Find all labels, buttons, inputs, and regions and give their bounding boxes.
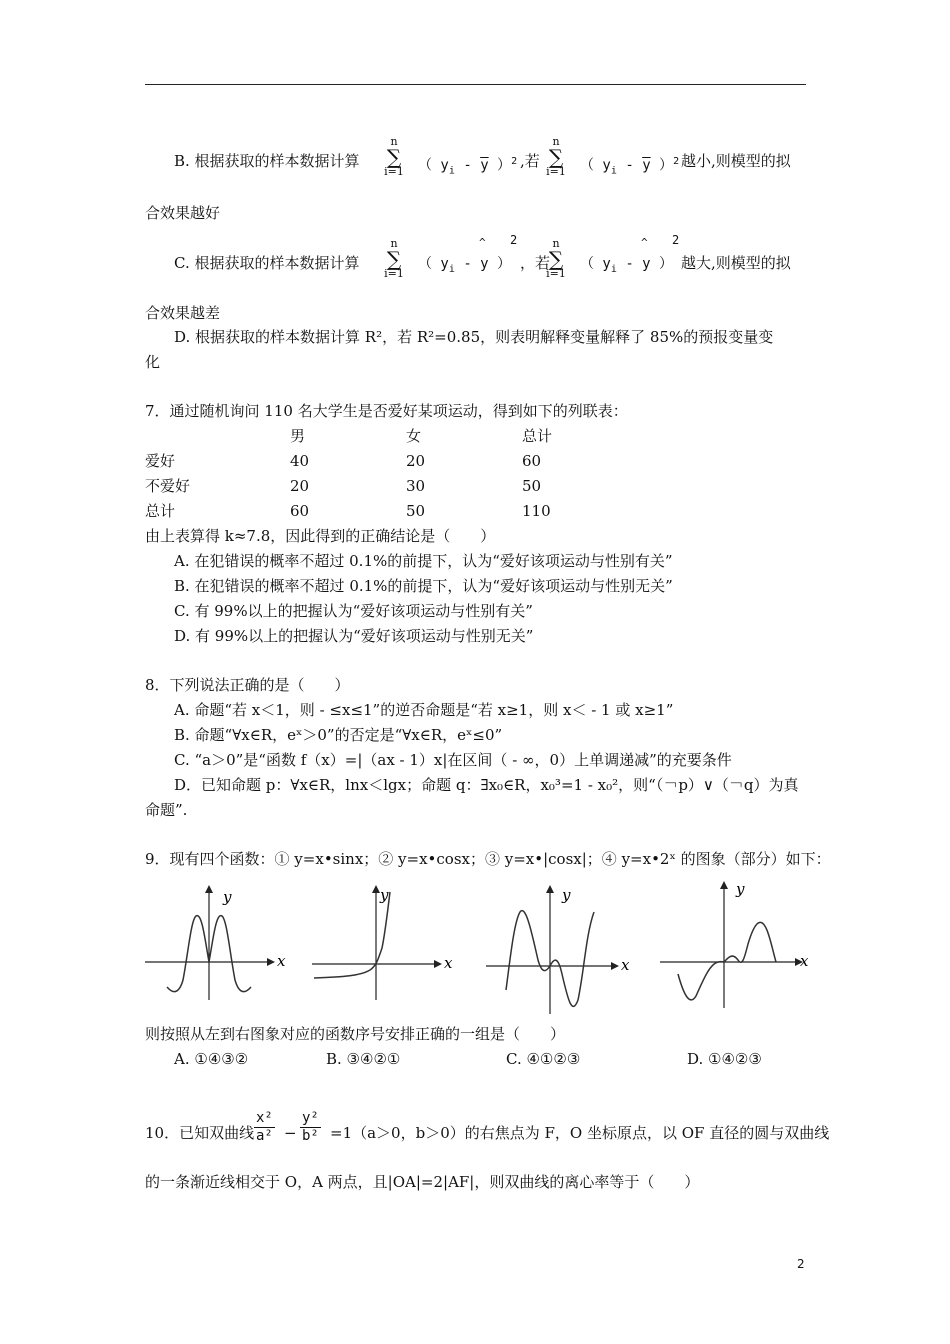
function-graph-2 xyxy=(312,882,457,1002)
q7-option-d: D. 有 99%以上的把握认为“爱好该项运动与性别无关” xyxy=(174,627,534,645)
q6-option-b-suffix: 越小,则模型的拟 xyxy=(681,152,791,170)
y-axis-label: y xyxy=(380,886,389,904)
q8-option-b: B. 命题“∀x∈R，eˣ＞0”的否定是“∀x∈R，eˣ≤0” xyxy=(174,726,503,744)
function-graph-1 xyxy=(145,882,290,1002)
q6-b-term1: （ $y_i - \overline{y}$ ）$^2$ xyxy=(418,156,518,177)
hat-mark: ^ xyxy=(479,236,486,249)
q6-option-d-line2: 化 xyxy=(145,353,161,371)
q9-option-b: B. ③④②① xyxy=(326,1050,401,1068)
summation-symbol: n ∑ i=1 xyxy=(384,135,404,178)
table-header: 男 xyxy=(290,427,306,445)
table-cell: 60 xyxy=(522,452,542,470)
q6-c-term2: （ $y_i$ - y ） xyxy=(580,256,674,275)
table-header: 总计 xyxy=(522,427,553,445)
table-cell: 60 xyxy=(290,502,310,520)
table-cell: 110 xyxy=(522,502,551,520)
function-graph-3 xyxy=(486,882,631,1020)
q6-option-c-line2: 合效果越差 xyxy=(145,304,221,322)
table-row-label: 总计 xyxy=(145,502,176,520)
q7-option-a: A. 在犯错误的概率不超过 0.1%的前提下，认为“爱好该项运动与性别有关” xyxy=(174,552,673,570)
q8-option-d-line2: 命题”. xyxy=(145,801,188,819)
q9-question: 则按照从左到右图象对应的函数序号安排正确的一组是（ ） xyxy=(145,1025,566,1043)
q7-option-b: B. 在犯错误的概率不超过 0.1%的前提下，认为“爱好该项运动与性别无关” xyxy=(174,577,673,595)
q6-c-term1: （ $y_i$ - y ） xyxy=(418,256,512,275)
q6-option-c-prefix: C. 根据获取的样本数据计算 xyxy=(174,254,360,272)
q6-option-c-suffix: 越大,则模型的拟 xyxy=(681,254,791,272)
q7-option-c: C. 有 99%以上的把握认为“爱好该项运动与性别有关” xyxy=(174,602,533,620)
fraction-y-over-b: $\frac{\text{y²}}{\text{b²}}$ xyxy=(302,1110,319,1144)
fraction-x-over-a: $\frac{\text{x²}}{\text{a²}}$ xyxy=(256,1110,273,1144)
q9-option-c: C. ④①②③ xyxy=(506,1050,581,1068)
page-number: 2 xyxy=(797,1257,805,1271)
table-cell: 20 xyxy=(290,477,310,495)
q8-option-a: A. 命题“若 x＜1，则 - ≤x≤1”的逆否命题是“若 x≥1，则 x＜ - 1 或 x≥1” xyxy=(174,701,674,719)
q6-b-mid: ,若 xyxy=(520,152,540,170)
y-axis-label: y xyxy=(736,880,745,898)
q6-c-mid: ，若 xyxy=(520,254,551,272)
q6-option-b-line2: 合效果越好 xyxy=(145,204,221,222)
square-exponent: 2 xyxy=(672,233,680,247)
function-graph-4 xyxy=(660,878,810,1012)
q6-b-term2: （ $y_i - \overline{y}$ ）$^2$ xyxy=(580,156,680,177)
square-exponent: 2 xyxy=(510,233,518,247)
q9-option-a: A. ①④③② xyxy=(174,1050,249,1068)
q10-prefix: 10．已知双曲线 xyxy=(145,1124,255,1142)
table-row-label: 不爱好 xyxy=(145,477,191,495)
x-axis-label: x xyxy=(444,954,453,972)
table-cell: 50 xyxy=(406,502,426,520)
x-axis-label: x xyxy=(800,952,809,970)
q8-option-c: C. “a＞0”是“函数 f（x）=|（ax - 1）x|在区间（ - ∞，0）上单调递减”的充要条件 xyxy=(174,751,732,769)
hat-mark: ^ xyxy=(641,236,648,249)
q10-line2: 的一条渐近线相交于 O，A 两点，且|OA|=2|AF|，则双曲线的离心率等于（ ） xyxy=(145,1173,700,1191)
summation-symbol: n ∑ i=1 xyxy=(384,237,404,280)
q8-option-d-line1: D．已知命题 p：∀x∈R，lnx＜lgx；命题 q：∃x₀∈R，x₀³=1 - x₀²，则“（￢p）∨（￢q）为真 xyxy=(174,776,799,794)
header-rule xyxy=(145,84,806,85)
table-row-label: 爱好 xyxy=(145,452,176,470)
y-axis-label: y xyxy=(562,886,571,904)
q9-option-d: D. ①④②③ xyxy=(687,1050,762,1068)
summation-symbol: n ∑ i=1 xyxy=(546,135,566,178)
y-axis-label: y xyxy=(223,888,232,906)
x-axis-label: x xyxy=(621,956,630,974)
table-cell: 50 xyxy=(522,477,542,495)
q6-option-d-line1: D. 根据获取的样本数据计算 R²，若 R²=0.85，则表明解释变量解释了 85%的预报变量变 xyxy=(174,328,774,346)
table-header: 女 xyxy=(406,427,422,445)
summation-symbol: n ∑ i=1 xyxy=(546,237,566,280)
q8-stem: 8．下列说法正确的是（ ） xyxy=(145,676,350,694)
q7-conclusion: 由上表算得 k≈7.8，因此得到的正确结论是（ ） xyxy=(145,527,496,545)
q7-stem: 7．通过随机询问 110 名大学生是否爱好某项运动，得到如下的列联表： xyxy=(145,402,628,420)
table-cell: 30 xyxy=(406,477,426,495)
q9-stem: 9．现有四个函数：① y=x•sinx；② y=x•cosx；③ y=x•|cosx|；④ y=x•2ˣ 的图象（部分）如下： xyxy=(145,850,831,868)
q6-option-b-prefix: B. 根据获取的样本数据计算 xyxy=(174,152,360,170)
q10-rest: =1（a＞0，b＞0）的右焦点为 F，O 坐标原点，以 OF 直径的圆与双曲线 xyxy=(330,1124,830,1142)
table-cell: 20 xyxy=(406,452,426,470)
minus-sign: − xyxy=(284,1124,297,1142)
x-axis-label: x xyxy=(277,952,286,970)
table-cell: 40 xyxy=(290,452,310,470)
